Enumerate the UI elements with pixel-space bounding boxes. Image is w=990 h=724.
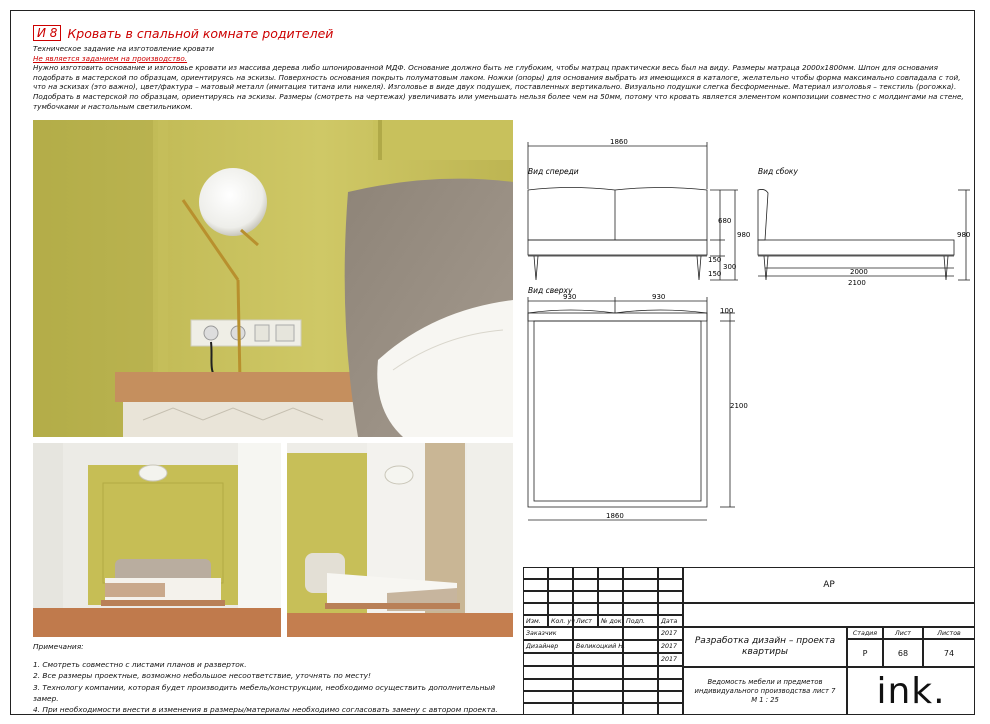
- stamp-code: АР: [683, 567, 975, 603]
- notes: [33, 641, 513, 715]
- dim-front-headboard: 680: [718, 217, 732, 225]
- note-item: 1. Смотреть совместно с листами планов и разверток.: [33, 660, 247, 670]
- row-date: 2017: [658, 640, 683, 653]
- row-name: [573, 627, 623, 640]
- dim-side-length: 2100: [848, 279, 866, 287]
- dim-front-width: 1860: [610, 138, 628, 146]
- logo: ink.: [847, 667, 975, 715]
- sheet-label: Лист: [883, 627, 923, 639]
- dim-front-total: 980: [737, 231, 751, 239]
- sheets-value: 74: [923, 639, 975, 667]
- description-warning: Не является заданием на производство.: [33, 53, 188, 63]
- notes-heading: Примечания:: [33, 642, 84, 651]
- row-date: 2017: [658, 653, 683, 666]
- dim-top-width: 1860: [606, 512, 624, 520]
- note-item: 2. Все размеры проектные, возможно небольшое несоответствие, уточнять по месту!: [33, 671, 371, 681]
- technical-drawing: [520, 135, 980, 520]
- side-view-label: Вид сбоку: [758, 167, 798, 176]
- sheet-value: 68: [883, 639, 923, 667]
- title-block: [523, 567, 975, 715]
- title-row: [33, 25, 333, 41]
- row-name: Великоцкий Н.: [573, 640, 623, 653]
- description-body: Нужно изготовить основание и изголовье кровати из массива дерева либо шпонированной МДФ. Основание должно быть не глубоким, чтобы матрац практически весь был на виду. Размеры матраца 2000х1800мм. Шпон для основания подобрать в мастерской по образцам, ориентируясь на эскизы. Поверхность основания покрыть полуматовым лаком. Ножки (опоры) для основания выбрать из имеющихся в каталоге, желательно чтобы форма максимально совпадала с той, что на эскизах (это важно), цвет/фактура – матовый металл (имитация титана или никеля). Изголовье в виде двух подушек, поставленных вертикально. Визуально подушки слегка бесформенные. Материал изголовья – текстиль (рогожка). Подобрать в мастерской по образцам, ориентируясь на эскизы. Размеры (смотреть на чертежах) увеличивать или уменьшать нельзя более чем на 50мм, потому что кровать является элементом композиции совместно с молдингами на стене, тумбочками и настольным светильником.: [33, 63, 964, 111]
- dim-side-total: 980: [957, 231, 971, 239]
- note-item: 3. Технологу компании, которая будет производить мебель/конструкции, необходимо осуществить дополнительный замер.: [33, 682, 496, 703]
- sheets-label: Листов: [923, 627, 975, 639]
- dim-top-left: 930: [563, 293, 577, 301]
- dim-front-base: 150: [708, 256, 722, 264]
- photo-bedroom-angle: [287, 443, 513, 637]
- dim-top-right: 930: [652, 293, 666, 301]
- front-view-label: Вид спереди: [528, 167, 579, 176]
- dim-front-leg: 150: [708, 270, 722, 278]
- dim-top-length: 2100: [730, 402, 748, 410]
- stage-label: Стадия: [847, 627, 883, 639]
- col-date: Дата: [658, 615, 683, 627]
- sheet-description-text: Ведомость мебели и предметов индивидуального производства лист 7: [694, 677, 836, 695]
- dim-front-bed-h: 300: [723, 263, 737, 271]
- row-role: Дизайнер: [523, 640, 573, 653]
- stamp-project: Разработка дизайн – проекта квартиры: [683, 627, 847, 667]
- col-kol: Кол. уч: [548, 615, 573, 627]
- photo-bedside-closeup: [33, 120, 513, 437]
- sheet-description: [683, 667, 847, 715]
- photo-bedroom-front: [33, 443, 281, 637]
- row-role: Заказчик: [523, 627, 573, 640]
- top-view-label: Вид сверху: [528, 286, 573, 295]
- description: [33, 44, 968, 111]
- col-list: Лист: [573, 615, 598, 627]
- sheet-tag: И 8: [33, 25, 61, 41]
- sheet-scale: М 1 : 25: [751, 695, 779, 704]
- col-doc: № док.: [598, 615, 623, 627]
- sheet-title: Кровать в спальной комнате родителей: [67, 25, 334, 41]
- row-date: 2017: [658, 627, 683, 640]
- col-podp: Подп.: [623, 615, 658, 627]
- col-izm: Изм.: [523, 615, 548, 627]
- note-item: 4. При необходимости внести в изменения в размеры/материалы необходимо согласовать замену с автором проекта.: [33, 705, 498, 715]
- description-subtitle: Техническое задание на изготовление кровати: [33, 44, 214, 53]
- dim-top-head: 100: [720, 307, 734, 315]
- stage-value: Р: [847, 639, 883, 667]
- dim-side-mattress: 2000: [850, 268, 868, 276]
